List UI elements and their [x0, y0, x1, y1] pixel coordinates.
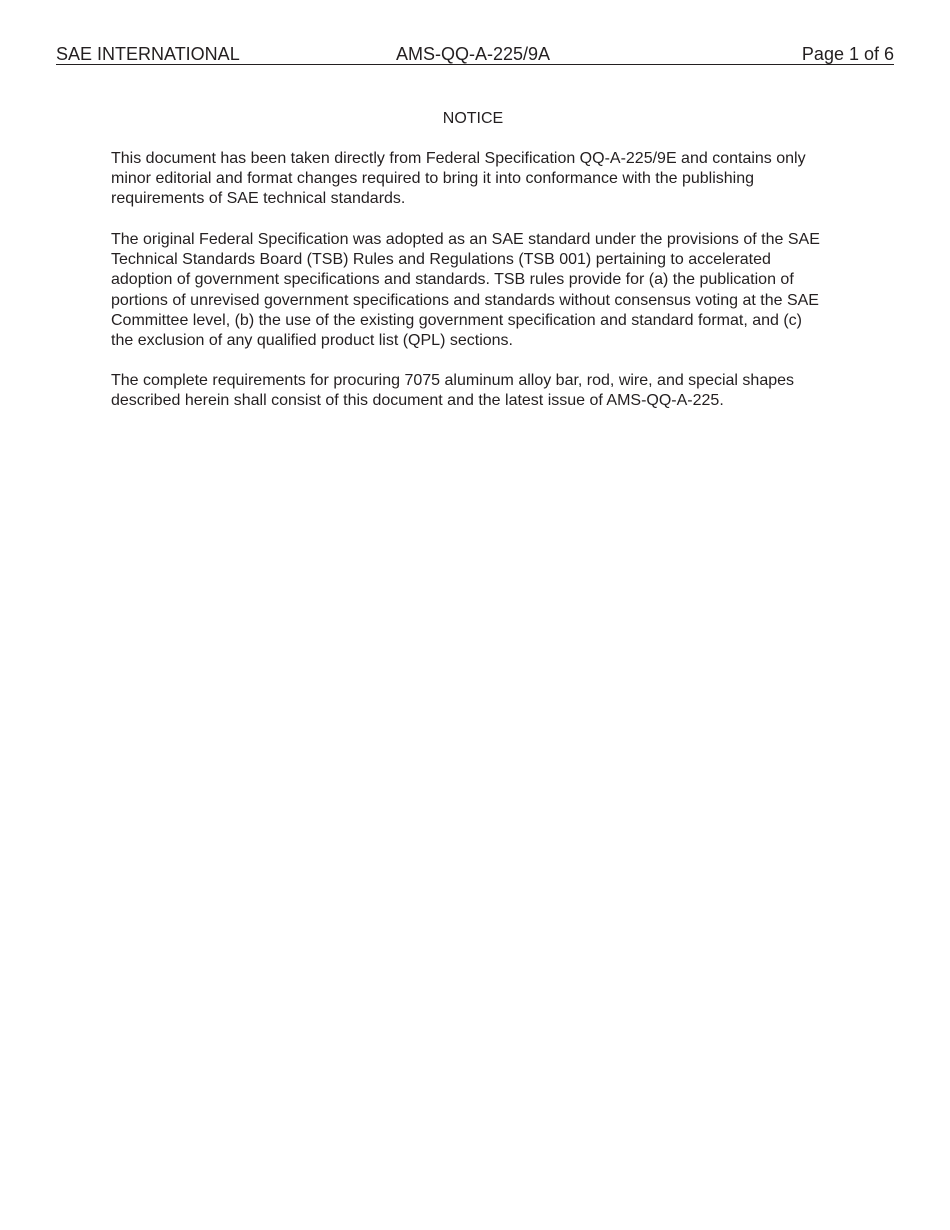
document-id: AMS-QQ-A-225/9A [396, 44, 551, 64]
notice-paragraph-3: The complete requirements for procuring 7075 aluminum alloy bar, rod, wire, and special shapes described herein shall consist of this document and the latest issue of AMS-QQ-A-225. [111, 372, 795, 410]
notice-paragraph-2: The original Federal Specification was adopted as an SAE standard under the provisions of the SAE Technical Standards Board (TSB) Rules and Regulations (TSB 001) pertaining to accelerated adoption of government specifications and standards. TSB rules provide for (a) the publication of portions of unrevised government specifications and standards without consensus voting at the SAE Committee level, (b) the use of the existing government specification and standard format, and (c) the exclusion of any qualified product list (QPL) sections. [111, 231, 820, 350]
notice-paragraph-1: This document has been taken directly from Federal Specification QQ-A-225/9E and contains only minor editorial and format changes required to bring it into conformance with the publishing requirements of SAE technical standards. [111, 150, 806, 208]
notice-title: NOTICE [442, 110, 504, 127]
organization-name: SAE INTERNATIONAL [56, 44, 240, 64]
page-header [56, 44, 894, 65]
page-number: Page 1 of 6 [801, 44, 894, 64]
